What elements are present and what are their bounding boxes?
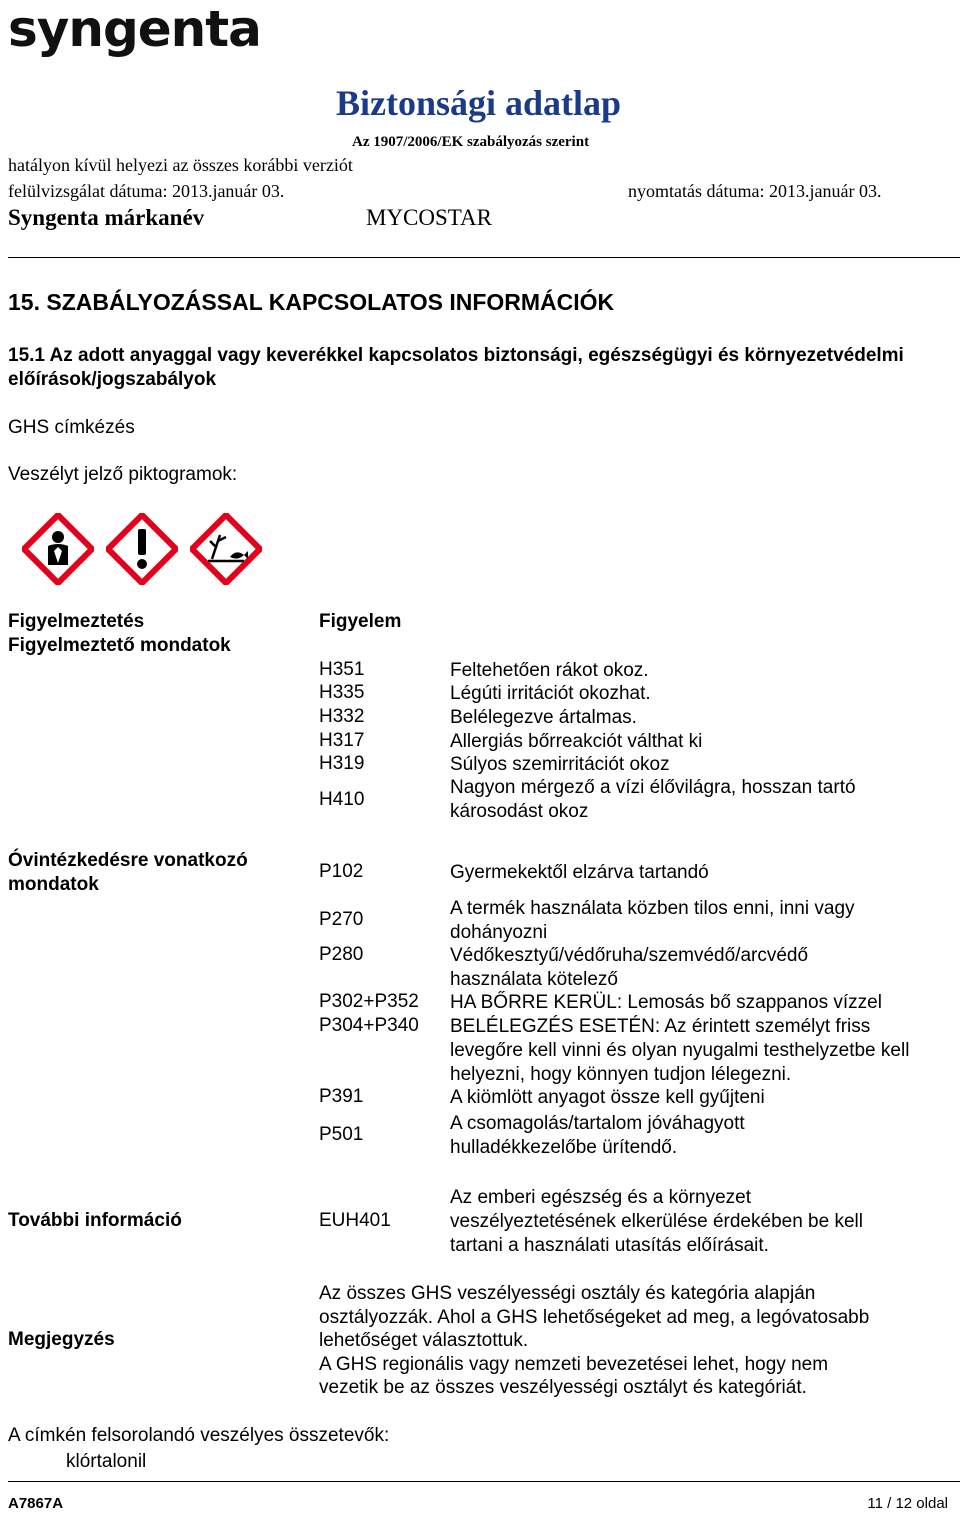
precaution-text: A csomagolás/tartalom jóváhagyott hulladékkezelőbe ürítendő. — [450, 1113, 745, 1158]
remark-line: Az összes GHS veszélyességi osztály és kategória alapján — [319, 1283, 816, 1304]
print-date: nyomtatás dátuma: 2013.január 03. — [628, 181, 882, 201]
hazard-text: Allergiás bőrreakciót válthat ki — [450, 731, 703, 752]
hazard-code: H410 — [319, 789, 365, 810]
precaution-text: A kiömlött anyagot össze kell gyűjteni — [450, 1087, 765, 1108]
precaution-code: P102 — [319, 861, 364, 882]
precaution-text: HA BŐRRE KERÜL: Lemosás bő szappanos vízzel — [450, 992, 882, 1013]
further-info-code: EUH401 — [319, 1210, 391, 1231]
hazard-text: Belélegezve ártalmas. — [450, 707, 637, 728]
precaution-code: P302+P352 — [319, 991, 419, 1012]
signal-word: Figyelem — [319, 611, 402, 632]
document-title: Biztonsági adatlap — [336, 83, 622, 123]
hazard-code: H319 — [319, 753, 365, 774]
precaution-text: Védőkesztyű/védőruha/szemvédő/arcvédő használata kötelező — [450, 945, 809, 990]
further-info-label: További információ — [8, 1210, 182, 1231]
remark-line: osztályozzák. Ahol a GHS lehetőségeket ad meg, a legóvatosabb — [319, 1306, 870, 1328]
precaution-code: P391 — [319, 1086, 364, 1107]
warning-label: Figyelmeztetés — [8, 611, 145, 632]
remark-line: vezetik be az összes veszélyességi osztályt és kategóriát. — [319, 1377, 807, 1398]
health-hazard-icon — [22, 513, 94, 585]
product-name: MYCOSTAR — [366, 205, 492, 230]
revision-date: felülvizsgálat dátuma: 2013.január 03. — [8, 181, 285, 201]
brand-label: Syngenta márkanév — [8, 205, 205, 230]
hazard-text: Légúti irritációt okozhat. — [450, 683, 651, 704]
hazard-code: H317 — [319, 730, 365, 751]
footer-divider — [8, 1481, 960, 1482]
hazard-code: H351 — [319, 659, 365, 680]
remark-line: A GHS regionális vagy nemzeti bevezetései lehet, hogy nem — [319, 1353, 829, 1375]
syngenta-logo: syngenta — [8, 0, 261, 58]
remark-text — [319, 1282, 869, 1400]
header-divider — [8, 257, 960, 258]
section-title: 15. SZABÁLYOZÁSSAL KAPCSOLATOS INFORMÁCIÓK — [8, 289, 615, 315]
page-number: 11 / 12 oldal — [867, 1495, 948, 1512]
label-ingredients-label: A címkén felsorolandó veszélyes összetevők: — [8, 1425, 390, 1446]
label-ingredients-value: klórtalonil — [66, 1451, 147, 1472]
precautionary-statements-label: Óvintézkedésre vonatkozó mondatok — [8, 850, 248, 895]
supersedes-note: hatályon kívül helyezi az összes korábbi verziót — [8, 155, 353, 175]
document-code: A7867A — [8, 1495, 64, 1512]
precaution-text: A termék használata közben tilos enni, inni vagy dohányozni — [450, 898, 855, 943]
ghs-label: GHS címkézés — [8, 417, 135, 438]
hazard-text: Nagyon mérgező a vízi élővilágra, hosszan tartó károsodást okoz — [450, 777, 856, 822]
environment-icon — [190, 513, 262, 585]
remark-line: lehetőséget választottuk. — [319, 1330, 529, 1351]
hazard-code: H332 — [319, 706, 365, 727]
precaution-code: P280 — [319, 944, 364, 965]
further-info-text: Az emberi egészség és a környezet veszélyeztetésének elkerülése érdekében be kell tartani a használati utasítás előírásait. — [450, 1187, 863, 1256]
hazard-text: Súlyos szemirritációt okoz — [450, 754, 670, 775]
exclamation-mark-icon — [106, 513, 178, 585]
remark-label: Megjegyzés — [8, 1329, 115, 1350]
section-subtitle: 15.1 Az adott anyaggal vagy keverékkel kapcsolatos biztonsági, egészségügyi és környezetvédelmi előírások/jogszabályok — [8, 345, 904, 390]
pictogram-label: Veszélyt jelző piktogramok: — [8, 464, 238, 485]
hazard-text: Feltehetően rákot okoz. — [450, 660, 649, 681]
regulation-note: Az 1907/2006/EK szabályozás szerint — [352, 134, 590, 150]
precaution-code: P270 — [319, 909, 364, 930]
hazard-statements-label: Figyelmeztető mondatok — [8, 635, 231, 656]
precaution-code: P304+P340 — [319, 1015, 419, 1036]
precaution-text: BELÉLEGZÉS ESETÉN: Az érintett személyt friss levegőre kell vinni és olyan nyugalmi testhelyzetbe kell helyezni, hogy könnyen tudjon lélegezni. — [450, 1016, 910, 1085]
precaution-text: Gyermekektől elzárva tartandó — [450, 862, 709, 883]
hazard-code: H335 — [319, 682, 365, 703]
precaution-code: P501 — [319, 1124, 364, 1145]
